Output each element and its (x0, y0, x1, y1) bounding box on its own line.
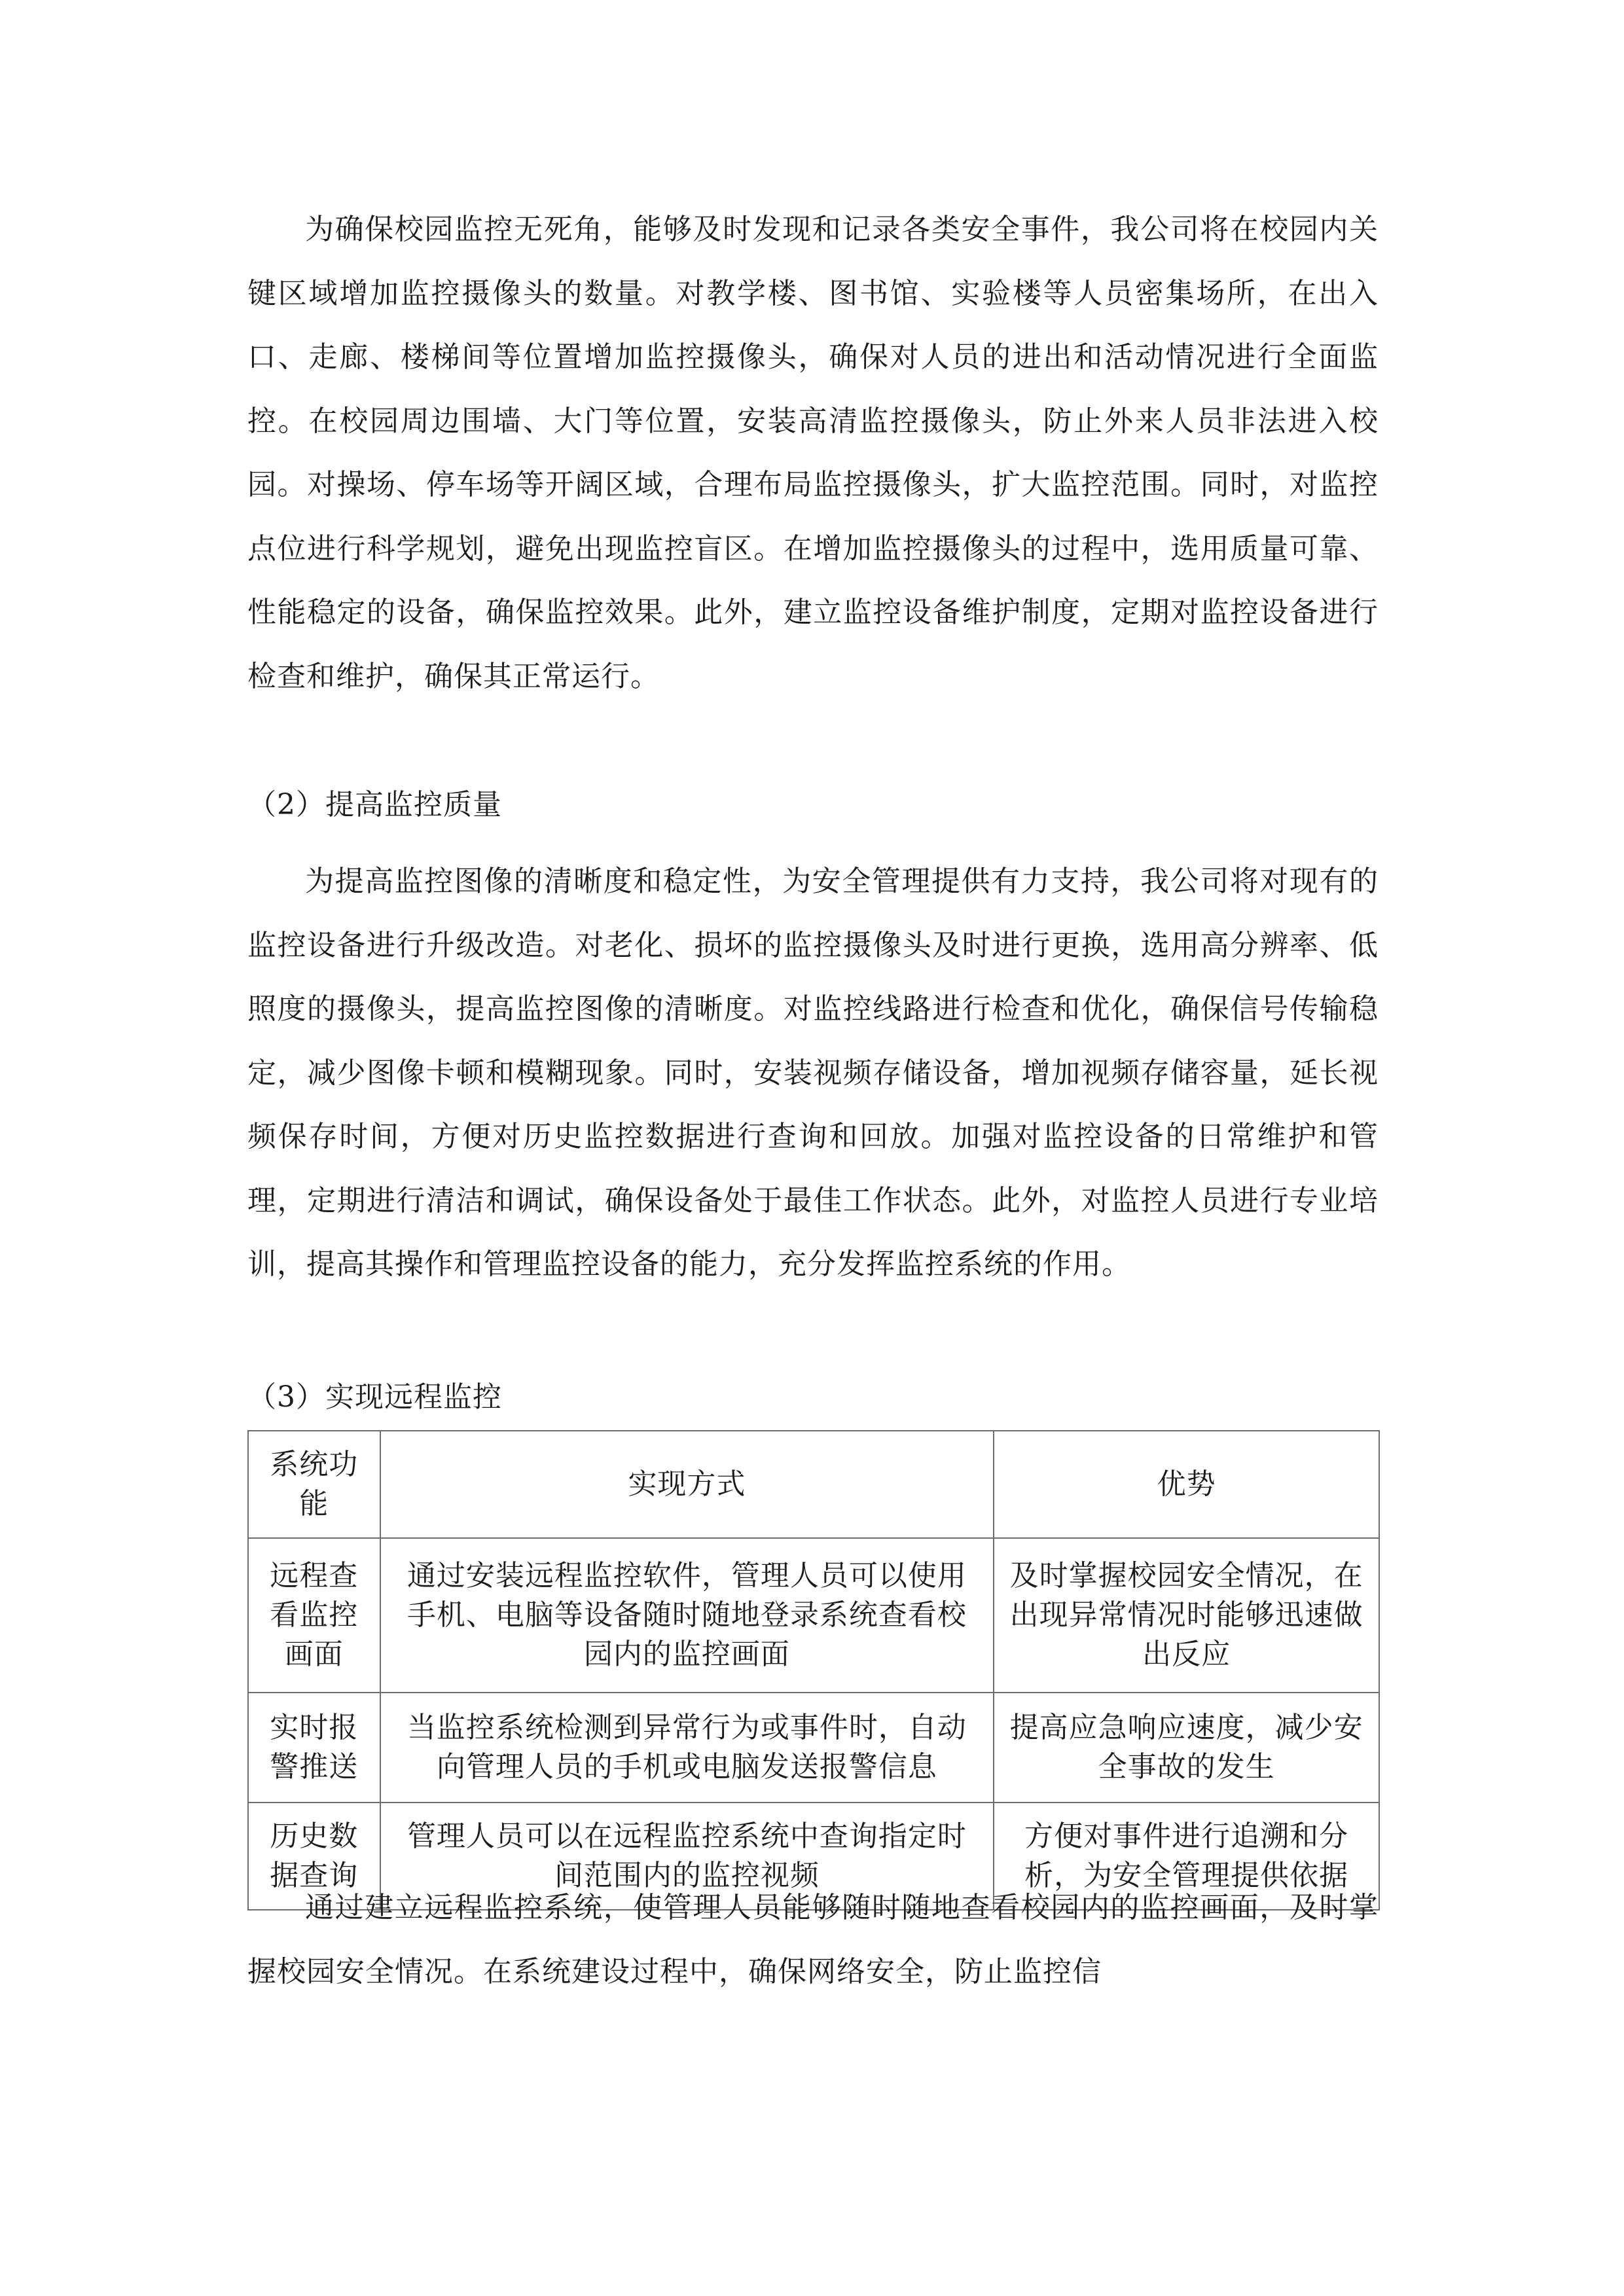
table-cell: 通过安装远程监控软件，管理人员可以使用手机、电脑等设备随时随地登录系统查看校园内的监控画面 (380, 1538, 994, 1693)
table-cell: 远程查看监控画面 (248, 1538, 380, 1693)
table-cell: 历史数据查询 (248, 1803, 380, 1910)
table-header-row (248, 1431, 1379, 1538)
table-cell: 提高应急响应速度，减少安全事故的发生 (994, 1693, 1379, 1803)
table-cell: 管理人员可以在远程监控系统中查询指定时间范围内的监控视频 (380, 1803, 994, 1910)
table-row (248, 1538, 1379, 1693)
header-function: 系统功能 (248, 1431, 380, 1538)
header-advantage: 优势 (994, 1431, 1379, 1538)
intro-paragraph: 为确保校园监控无死角，能够及时发现和记录各类安全事件，我公司将在校园内关键区域增加监控摄像头的数量。对教学楼、图书馆、实验楼等人员密集场所，在出入口、走廊、楼梯间等位置增加监控摄像头，确保对人员的进出和活动情况进行全面监控。在校园周边围墙、大门等位置，安装高清监控摄像头，防止外来人员非法进入校园。对操场、停车场等开阔区域，合理布局监控摄像头，扩大监控范围。同时，对监控点位进行科学规划，避免出现监控盲区。在增加监控摄像头的过程中，选用质量可靠、性能稳定的设备，确保监控效果。此外，建立监控设备维护制度，定期对监控设备进行检查和维护，确保其正常运行。 (247, 213, 1379, 693)
table-row (248, 1693, 1379, 1803)
table-cell: 方便对事件进行追溯和分析，为安全管理提供依据 (994, 1803, 1379, 1910)
remote-monitoring-table (247, 1430, 1380, 1910)
section-heading-3: （3）实现远程监控 (247, 1380, 502, 1414)
closing-paragraph: 通过建立远程监控系统，使管理人员能够随时随地查看校园内的监控画面，及时掌握校园安全情况。在系统建设过程中，确保网络安全，防止监控信 (247, 1891, 1379, 1988)
table-cell: 当监控系统检测到异常行为或事件时，自动向管理人员的手机或电脑发送报警信息 (380, 1693, 994, 1803)
table-cell: 及时掌握校园安全情况，在出现异常情况时能够迅速做出反应 (994, 1538, 1379, 1693)
header-method: 实现方式 (380, 1431, 994, 1538)
section-heading-2: （2）提高监控质量 (247, 788, 502, 821)
section2-paragraph: 为提高监控图像的清晰度和稳定性，为安全管理提供有力支持，我公司将对现有的监控设备进行升级改造。对老化、损坏的监控摄像头及时进行更换，选用高分辨率、低照度的摄像头，提高监控图像的清晰度。对监控线路进行检查和优化，确保信号传输稳定，减少图像卡顿和模糊现象。同时，安装视频存储设备，增加视频存储容量，延长视频保存时间，方便对历史监控数据进行查询和回放。加强对监控设备的日常维护和管理，定期进行清洁和调试，确保设备处于最佳工作状态。此外，对监控人员进行专业培训，提高其操作和管理监控设备的能力，充分发挥监控系统的作用。 (247, 865, 1379, 1281)
table-cell: 实时报警推送 (248, 1693, 380, 1803)
